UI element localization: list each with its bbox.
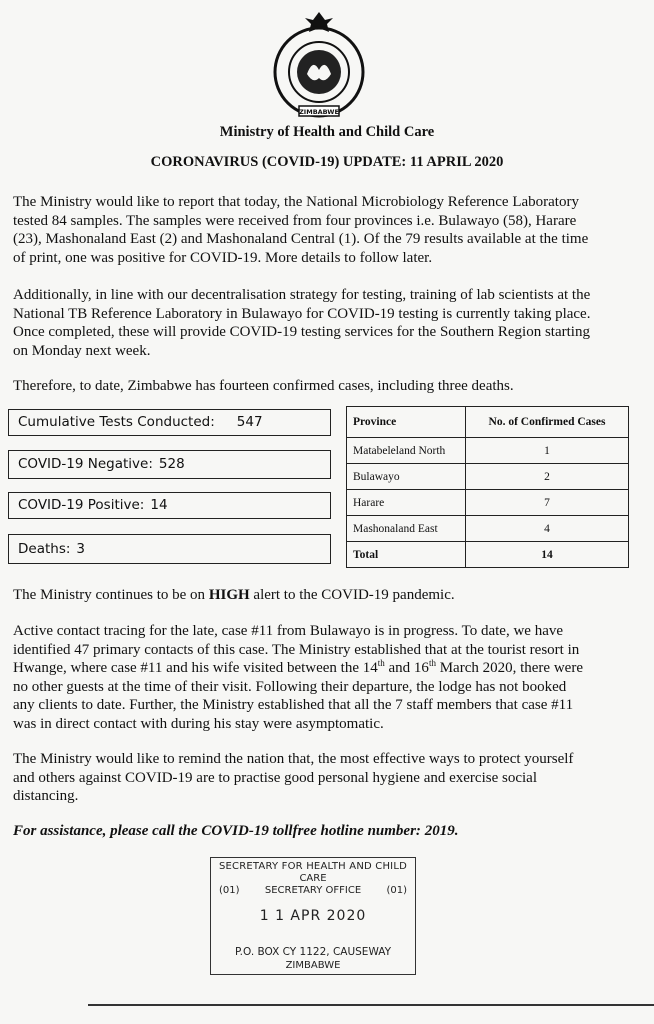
- paragraph-lab-report: [13, 193, 643, 267]
- text-line: no other guests at the time of their visit. Following their departure, the lodge has not booked: [13, 678, 567, 695]
- bottom-divider: [88, 1004, 654, 1006]
- seal-banner-text: ZIMBABWE: [299, 108, 339, 116]
- province-cell: Matabeleland North: [347, 438, 466, 464]
- deaths-label: Deaths:: [18, 540, 71, 557]
- province-cell: Mashonaland East: [347, 516, 466, 542]
- hotline-notice: [13, 823, 458, 840]
- superscript: th: [428, 658, 436, 669]
- text-line: (23), Mashonaland East (2) and Mashonaland Central (1). Of the 79 results available at the time: [13, 231, 589, 248]
- stamp-line-1: SECRETARY FOR HEALTH AND CHILD: [218, 861, 408, 872]
- cumulative-tests-box: [8, 409, 331, 436]
- text-line: and others against COVID-19 are to practise good personal hygiene and exercise social: [13, 769, 537, 786]
- text-line: tested 84 samples. The samples were received from four provinces i.e. Bulawayo (58), Harare: [13, 212, 577, 229]
- table-header-row: [347, 407, 629, 438]
- stamp-code-right: (01): [386, 885, 407, 896]
- deaths-value: 3: [76, 540, 85, 557]
- table-row: [347, 490, 629, 516]
- negative-tests-label: COVID-19 Negative:: [18, 456, 153, 472]
- cases-cell: 2: [466, 464, 629, 490]
- update-title: CORONAVIRUS (COVID-19) UPDATE: 11 APRIL 2020: [150, 154, 504, 170]
- cumulative-tests-value: 547: [236, 414, 263, 430]
- ministry-seal-logo: [267, 10, 371, 122]
- paragraph-prevention: [13, 750, 643, 806]
- confirmed-cases-table: [346, 406, 629, 568]
- text-line-part: March 2020, there were: [435, 660, 583, 677]
- positive-tests-value: 14: [150, 497, 168, 513]
- text-line: Active contact tracing for the late, case #11 from Bulawayo is in progress. To date, we have: [13, 623, 564, 639]
- paragraph-alert: [13, 586, 643, 605]
- table-row: [347, 464, 629, 490]
- secretary-office-stamp: [210, 857, 416, 975]
- positive-tests-box: [8, 492, 331, 519]
- column-header-province: Province: [347, 407, 466, 438]
- text-line: Additionally, in line with our decentralisation strategy for testing, training of lab scientists at the: [13, 287, 591, 303]
- table-row: [347, 516, 629, 542]
- superscript: th: [377, 658, 385, 669]
- cumulative-tests-label: Cumulative Tests Conducted:: [18, 414, 215, 430]
- table-total-row: [347, 542, 629, 568]
- text-line: The Ministry would like to report that today, the National Microbiology Reference Laboratory: [13, 194, 579, 210]
- text-line: distancing.: [13, 788, 79, 805]
- stamp-date: 1 1 APR 2020: [259, 908, 367, 924]
- stamp-code-left: (01): [219, 885, 240, 896]
- text-line: any clients to date. Further, the Ministry established that all the 7 staff members that case #11: [13, 697, 574, 714]
- stamp-address: P.O. BOX CY 1122, CAUSEWAY: [234, 946, 392, 958]
- cases-cell: 7: [466, 490, 629, 516]
- negative-tests-value: 528: [158, 456, 185, 472]
- text-line: was in direct contact with during his stay were asymptomatic.: [13, 715, 384, 732]
- alert-text-end: alert to the COVID-19 pandemic.: [249, 587, 455, 603]
- stamp-office: SECRETARY OFFICE: [264, 885, 362, 896]
- table-row: [347, 438, 629, 464]
- paragraph-summary: Therefore, to date, Zimbabwe has fourteen confirmed cases, including three deaths.: [13, 378, 514, 394]
- text-line-part: Hwange, where case #11 and his wife visited between the 14: [13, 660, 378, 677]
- paragraph-decentralisation: [13, 286, 643, 360]
- text-line: identified 47 primary contacts of this case. The Ministry established that at the tourist resort in: [13, 641, 580, 658]
- hotline-number: 2019.: [424, 823, 459, 839]
- column-header-cases: No. of Confirmed Cases: [466, 407, 629, 438]
- text-line: of print, one was positive for COVID-19. More details to follow later.: [13, 249, 433, 266]
- text-line: The Ministry would like to remind the nation that, the most effective ways to protect yourself: [13, 751, 574, 767]
- paragraph-contact-tracing: [13, 622, 643, 734]
- text-line: National TB Reference Laboratory in Bulawayo for COVID-19 testing is currently taking place.: [13, 305, 591, 322]
- stamp-office-row: [219, 885, 407, 896]
- deaths-box: [8, 534, 331, 564]
- cases-cell: 1: [466, 438, 629, 464]
- total-label-cell: Total: [347, 542, 466, 568]
- province-cell: Bulawayo: [347, 464, 466, 490]
- cases-cell: 4: [466, 516, 629, 542]
- total-value-cell: 14: [466, 542, 629, 568]
- text-line: Once completed, these will provide COVID-19 testing services for the Southern Region starting: [13, 324, 590, 341]
- alert-text-start: The Ministry continues to be on: [13, 587, 209, 603]
- text-line: on Monday next week.: [13, 342, 151, 359]
- negative-tests-box: [8, 450, 331, 479]
- positive-tests-label: COVID-19 Positive:: [18, 497, 145, 513]
- text-line-part: and 16: [384, 660, 429, 677]
- hotline-text: For assistance, please call the COVID-19 tollfree hotline number:: [13, 823, 425, 839]
- province-cell: Harare: [347, 490, 466, 516]
- stamp-country: ZIMBABWE: [285, 960, 341, 971]
- alert-level: HIGH: [208, 587, 250, 603]
- ministry-name: Ministry of Health and Child Care: [219, 124, 435, 140]
- stamp-line-2: CARE: [299, 873, 327, 884]
